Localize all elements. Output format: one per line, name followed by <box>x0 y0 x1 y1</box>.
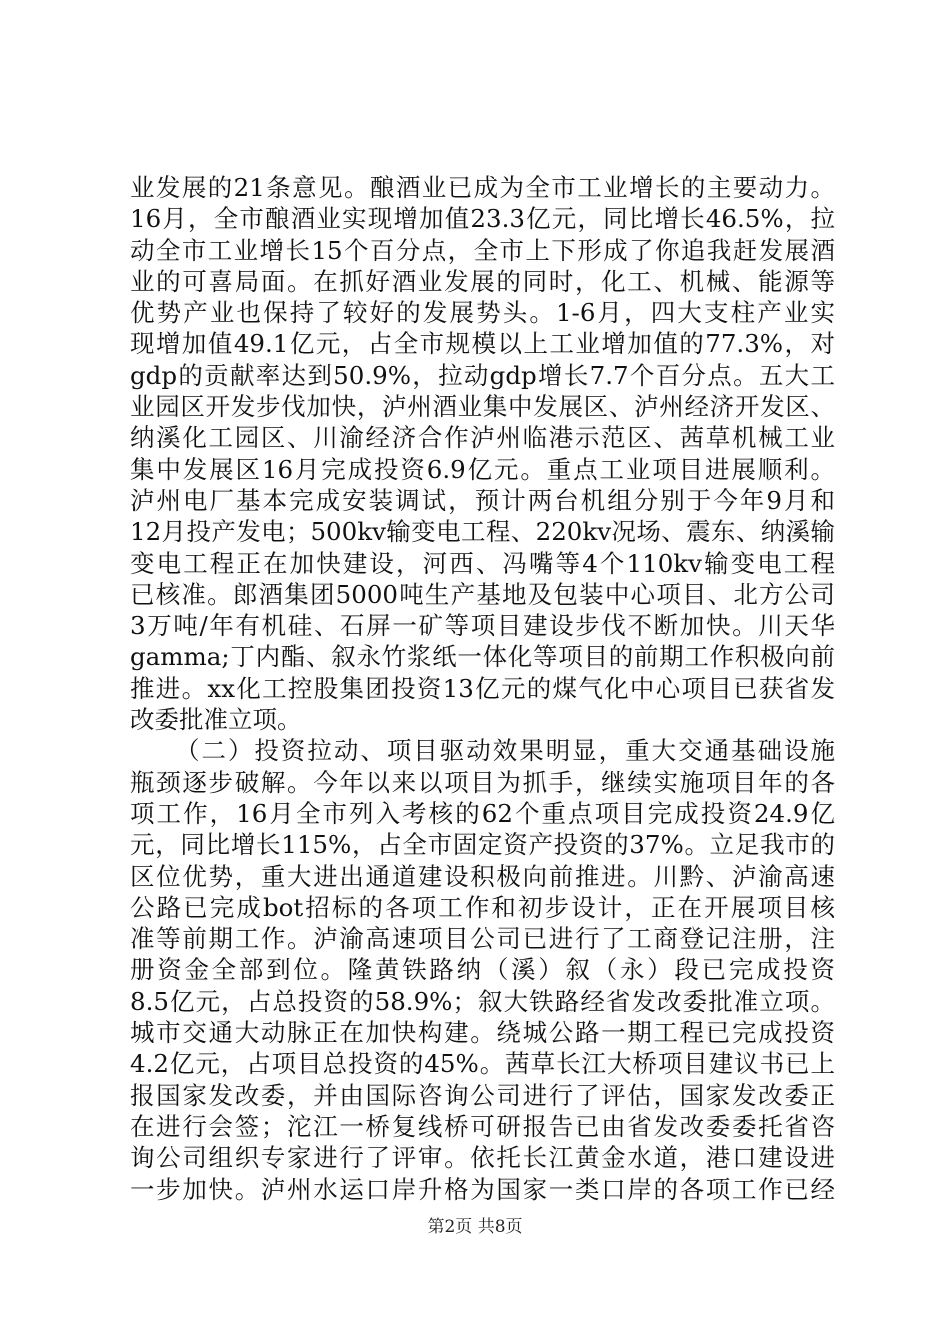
text-line: 城市交通大动脉正在加快构建。绕城公路一期工程已完成投资 <box>130 1018 835 1048</box>
text-line: 12月投产发电；500kv输变电工程、220kv况场、震东、纳溪输 <box>130 517 835 547</box>
text-line: 8.5亿元，占总投资的58.9%；叙大铁路经省发改委批准立项。 <box>130 986 835 1016</box>
text-line: 已核准。郎酒集团5000吨生产基地及包装中心项目、北方公司 <box>130 579 835 609</box>
text-line: 变电工程正在加快建设，河西、冯嘴等4个110kv输变电工程 <box>130 548 835 578</box>
text-line: 动全市工业增长15个百分点，全市上下形成了你追我赶发展酒 <box>130 235 835 265</box>
text-line: 元，同比增长115%，占全市固定资产投资的37%。立足我市的 <box>130 830 835 860</box>
paragraph <box>130 172 835 735</box>
page-number: 第2页 共8页 <box>427 1217 523 1237</box>
text-line: 瓶颈逐步破解。今年以来以项目为抓手，继续实施项目年的各 <box>130 767 835 797</box>
text-line: 业发展的21条意见。酿酒业已成为全市工业增长的主要动力。 <box>130 173 835 202</box>
text-line: 改委批准立项。 <box>130 705 302 735</box>
text-line: 一步加快。泸州水运口岸升格为国家一类口岸的各项工作已经 <box>130 1174 835 1204</box>
text-line: 册资金全部到位。隆黄铁路纳（溪）叙（永）段已完成投资 <box>130 955 835 985</box>
text-line: 业的可喜局面。在抓好酒业发展的同时，化工、机械、能源等 <box>130 266 835 296</box>
text-line: （二）投资拉动、项目驱动效果明显，重大交通基础设施 <box>175 736 835 766</box>
text-line: 在进行会签；沱江一桥复线桥可研报告已由省发改委委托省咨 <box>130 1111 835 1141</box>
text-line: 公路已完成bot招标的各项工作和初步设计，正在开展项目核 <box>130 892 835 922</box>
text-line: 集中发展区16月完成投资6.9亿元。重点工业项目进展顺利。 <box>130 454 835 484</box>
text-line: 4.2亿元，占项目总投资的45%。茜草长江大桥项目建议书已上 <box>130 1049 835 1079</box>
paragraph <box>130 735 835 1204</box>
text-line: 项工作，16月全市列入考核的62个重点项目完成投资24.9亿 <box>130 798 835 828</box>
text-line: gamma;丁内酯、叙永竹浆纸一体化等项目的前期工作积极向前 <box>130 642 835 672</box>
text-line: 泸州电厂基本完成安装调试，预计两台机组分别于今年9月和 <box>130 485 835 515</box>
text-line: 业园区开发步伐加快，泸州酒业集中发展区、泸州经济开发区、 <box>130 392 835 422</box>
document-body <box>130 172 835 1205</box>
text-line: 询公司组织专家进行了评审。依托长江黄金水道，港口建设进 <box>130 1143 835 1173</box>
text-line: 16月，全市酿酒业实现增加值23.3亿元，同比增长46.5%，拉 <box>130 204 835 234</box>
text-line: 报国家发改委，并由国际咨询公司进行了评估，国家发改委正 <box>130 1080 835 1110</box>
text-line: 现增加值49.1亿元，占全市规模以上工业增加值的77.3%，对 <box>130 329 835 359</box>
text-line: gdp的贡献率达到50.9%，拉动gdp增长7.7个百分点。五大工 <box>130 360 835 390</box>
text-line: 纳溪化工园区、川渝经济合作泸州临港示范区、茜草机械工业 <box>130 423 835 453</box>
text-line: 3万吨/年有机硅、石屏一矿等项目建设步伐不断加快。川天华 <box>130 611 835 641</box>
text-line: 推进。xx化工控股集团投资13亿元的煤气化中心项目已获省发 <box>130 673 835 703</box>
text-line: 区位优势，重大进出通道建设积极向前推进。川黔、泸渝高速 <box>130 861 835 891</box>
text-line: 优势产业也保持了较好的发展势头。1-6月，四大支柱产业实 <box>130 298 835 328</box>
text-line: 准等前期工作。泸渝高速项目公司已进行了工商登记注册，注 <box>130 924 835 954</box>
